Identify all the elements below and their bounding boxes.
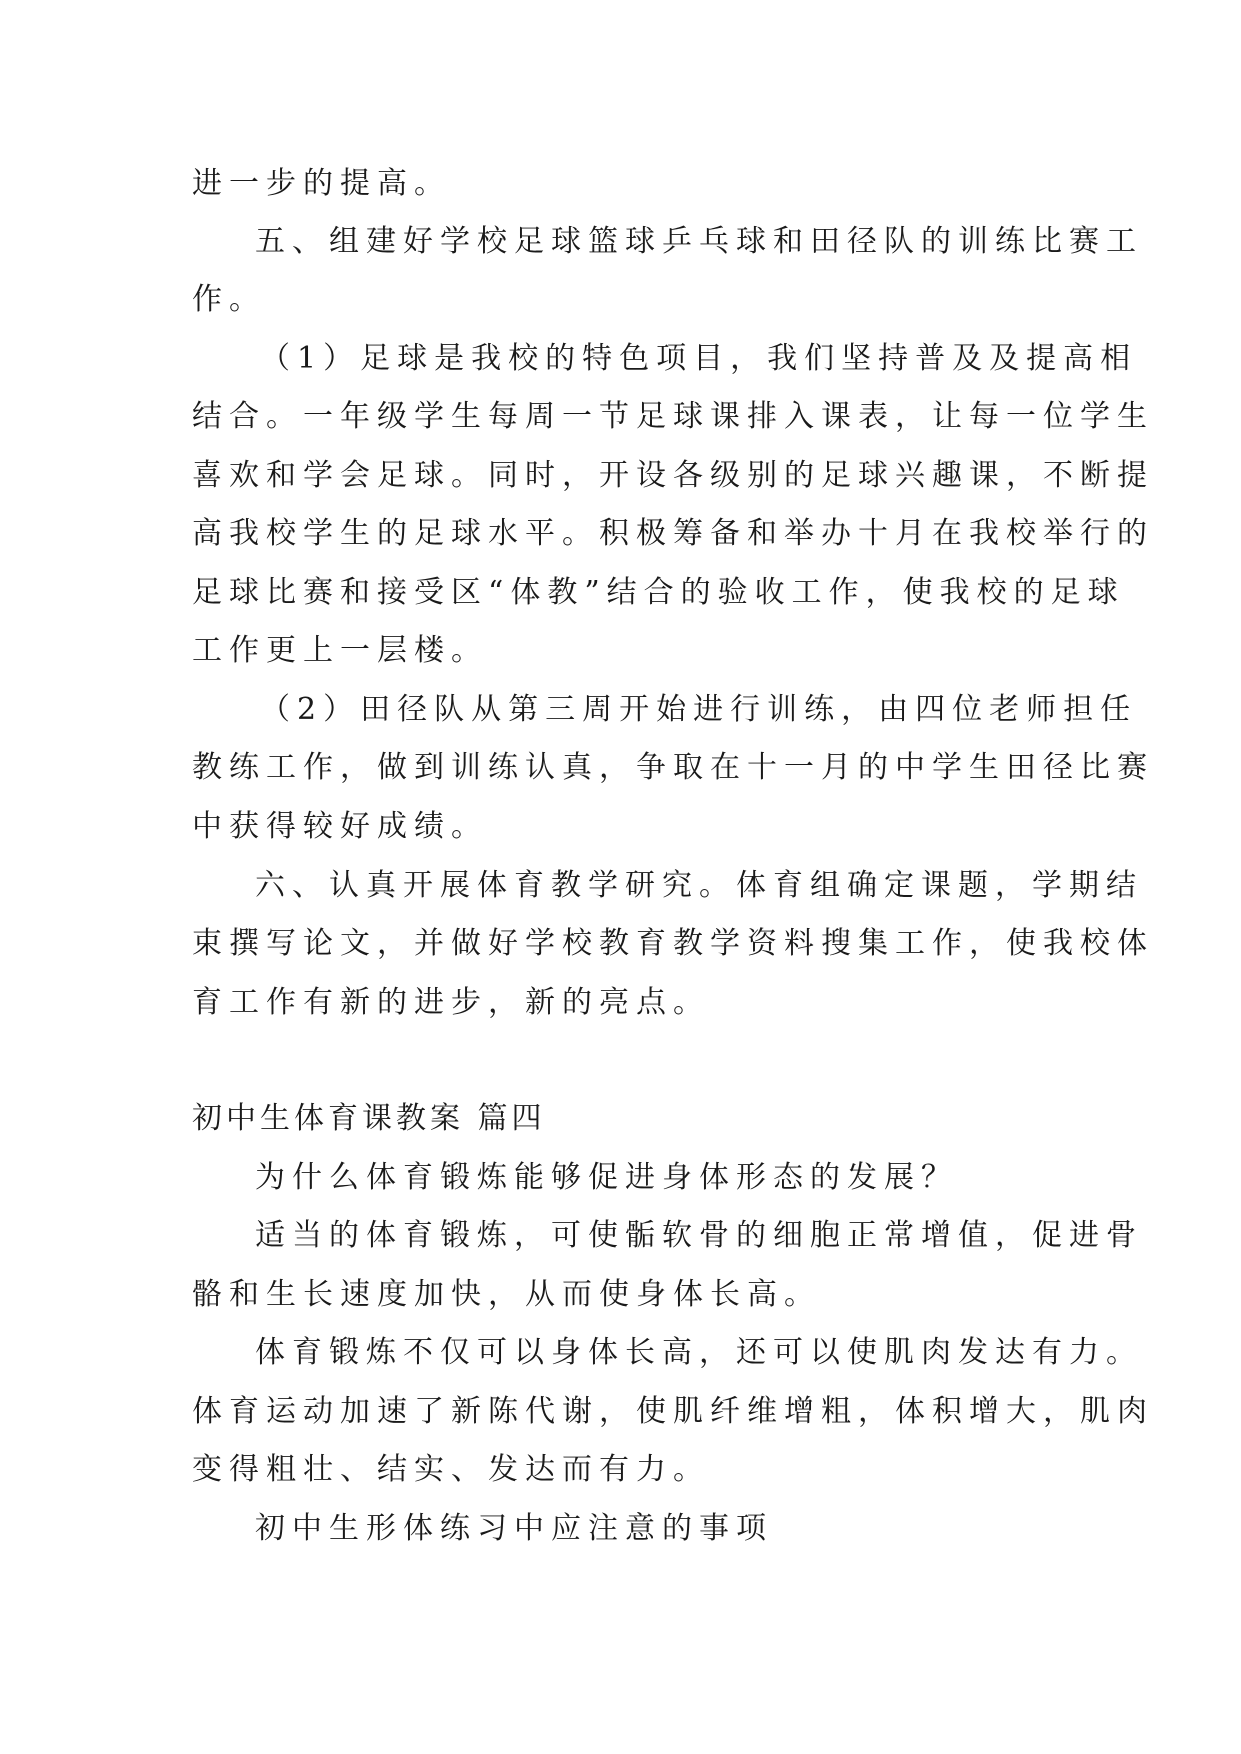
paragraph-line: 初中生形体练习中应注意的事项: [255, 1511, 773, 1546]
paragraph-line: 体育运动加速了新陈代谢，使肌纤维增粗，体积增大，肌肉: [192, 1394, 1154, 1429]
paragraph-line: 中获得较好成绩。: [192, 809, 488, 844]
paragraph-line: 作。: [192, 282, 266, 317]
paragraph-line: 进一步的提高。: [192, 166, 451, 201]
paragraph-line: 体育锻炼不仅可以身体长高，还可以使肌肉发达有力。: [255, 1335, 1143, 1370]
paragraph-line: 教练工作，做到训练认真，争取在十一月的中学生田径比赛: [192, 750, 1154, 785]
paragraph-line: 变得粗壮、结实、发达而有力。: [192, 1452, 710, 1487]
paragraph-line: 工作更上一层楼。: [192, 633, 488, 668]
paragraph-line: 为什么体育锻炼能够促进身体形态的发展？: [255, 1160, 958, 1195]
paragraph-line: 骼和生长速度加快，从而使身体长高。: [192, 1277, 821, 1312]
paragraph-line: 适当的体育锻炼，可使骺软骨的细胞正常增值，促进骨: [255, 1218, 1143, 1253]
paragraph-line: （2）田径队从第三周开始进行训练，由四位老师担任: [260, 692, 1138, 727]
paragraph-line: 喜欢和学会足球。同时，开设各级别的足球兴趣课，不断提: [192, 458, 1154, 493]
paragraph-line: 五、组建好学校足球篮球乒乓球和田径队的训练比赛工: [255, 224, 1143, 259]
paragraph-line: 六、认真开展体育教学研究。体育组确定课题，学期结: [255, 868, 1143, 903]
section-heading: 初中生体育课教案 篇四: [192, 1101, 546, 1136]
paragraph-line: 结合。一年级学生每周一节足球课排入课表，让每一位学生: [192, 399, 1154, 434]
paragraph-line: 束撰写论文，并做好学校教育教学资料搜集工作，使我校体: [192, 926, 1154, 961]
paragraph-line: 高我校学生的足球水平。积极筹备和举办十月在我校举行的: [192, 516, 1154, 551]
paragraph-line: 育工作有新的进步，新的亮点。: [192, 985, 710, 1020]
paragraph-line: （1）足球是我校的特色项目，我们坚持普及及提高相: [260, 341, 1138, 376]
paragraph-line: 足球比赛和接受区“体教”结合的验收工作，使我校的足球: [192, 575, 1125, 610]
